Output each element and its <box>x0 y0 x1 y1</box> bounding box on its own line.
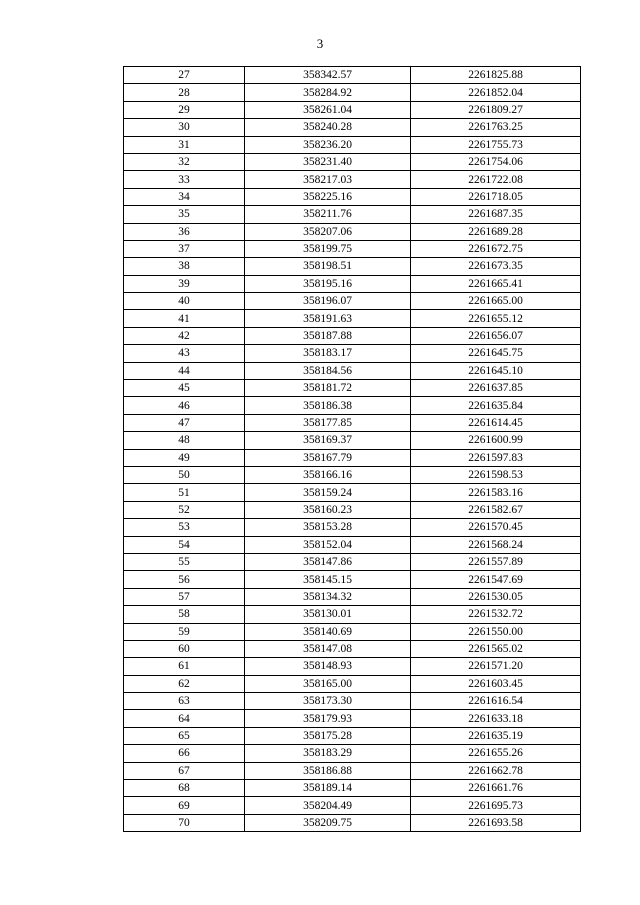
y-coordinate-cell: 2261645.75 <box>411 345 581 362</box>
y-coordinate-cell: 2261557.89 <box>411 553 581 570</box>
y-coordinate-cell: 2261655.12 <box>411 310 581 327</box>
point-number-cell: 33 <box>124 171 245 188</box>
x-coordinate-cell: 358183.17 <box>245 345 411 362</box>
table-row <box>124 797 581 814</box>
x-coordinate-cell: 358217.03 <box>245 171 411 188</box>
x-coordinate-cell: 358198.51 <box>245 258 411 275</box>
y-coordinate-cell: 2261687.35 <box>411 206 581 223</box>
y-coordinate-cell: 2261755.73 <box>411 136 581 153</box>
x-coordinate-cell: 358179.93 <box>245 710 411 727</box>
table-row <box>124 449 581 466</box>
y-coordinate-cell: 2261633.18 <box>411 710 581 727</box>
y-coordinate-cell: 2261754.06 <box>411 153 581 170</box>
y-coordinate-cell: 2261532.72 <box>411 606 581 623</box>
y-coordinate-cell: 2261655.26 <box>411 745 581 762</box>
table-row <box>124 171 581 188</box>
point-number-cell: 27 <box>124 67 245 84</box>
y-coordinate-cell: 2261665.00 <box>411 293 581 310</box>
x-coordinate-cell: 358191.63 <box>245 310 411 327</box>
table-row <box>124 345 581 362</box>
y-coordinate-cell: 2261645.10 <box>411 362 581 379</box>
table-row <box>124 745 581 762</box>
table-row <box>124 101 581 118</box>
table-row <box>124 501 581 518</box>
y-coordinate-cell: 2261568.24 <box>411 536 581 553</box>
x-coordinate-cell: 358186.88 <box>245 762 411 779</box>
point-number-cell: 56 <box>124 571 245 588</box>
point-number-cell: 38 <box>124 258 245 275</box>
x-coordinate-cell: 358165.00 <box>245 675 411 692</box>
y-coordinate-cell: 2261662.78 <box>411 762 581 779</box>
y-coordinate-cell: 2261598.53 <box>411 466 581 483</box>
y-coordinate-cell: 2261695.73 <box>411 797 581 814</box>
y-coordinate-cell: 2261661.76 <box>411 780 581 797</box>
y-coordinate-cell: 2261656.07 <box>411 327 581 344</box>
x-coordinate-cell: 358147.86 <box>245 553 411 570</box>
point-number-cell: 54 <box>124 536 245 553</box>
point-number-cell: 46 <box>124 397 245 414</box>
y-coordinate-cell: 2261597.83 <box>411 449 581 466</box>
point-number-cell: 50 <box>124 466 245 483</box>
y-coordinate-cell: 2261689.28 <box>411 223 581 240</box>
x-coordinate-cell: 358145.15 <box>245 571 411 588</box>
x-coordinate-cell: 358148.93 <box>245 658 411 675</box>
x-coordinate-cell: 358184.56 <box>245 362 411 379</box>
y-coordinate-cell: 2261614.45 <box>411 414 581 431</box>
point-number-cell: 53 <box>124 519 245 536</box>
y-coordinate-cell: 2261616.54 <box>411 693 581 710</box>
x-coordinate-cell: 358236.20 <box>245 136 411 153</box>
y-coordinate-cell: 2261571.20 <box>411 658 581 675</box>
table-row <box>124 675 581 692</box>
point-number-cell: 30 <box>124 119 245 136</box>
point-number-cell: 65 <box>124 727 245 744</box>
point-number-cell: 42 <box>124 327 245 344</box>
table-row <box>124 588 581 605</box>
point-number-cell: 69 <box>124 797 245 814</box>
point-number-cell: 49 <box>124 449 245 466</box>
x-coordinate-cell: 358209.75 <box>245 814 411 831</box>
table-row <box>124 727 581 744</box>
table-row <box>124 814 581 831</box>
point-number-cell: 29 <box>124 101 245 118</box>
table-row <box>124 310 581 327</box>
point-number-cell: 32 <box>124 153 245 170</box>
table-row <box>124 780 581 797</box>
point-number-cell: 51 <box>124 484 245 501</box>
y-coordinate-cell: 2261722.08 <box>411 171 581 188</box>
table-row <box>124 623 581 640</box>
y-coordinate-cell: 2261635.19 <box>411 727 581 744</box>
x-coordinate-cell: 358177.85 <box>245 414 411 431</box>
y-coordinate-cell: 2261583.16 <box>411 484 581 501</box>
point-number-cell: 37 <box>124 240 245 257</box>
table-row <box>124 380 581 397</box>
x-coordinate-cell: 358181.72 <box>245 380 411 397</box>
table-row <box>124 206 581 223</box>
table-row <box>124 710 581 727</box>
point-number-cell: 41 <box>124 310 245 327</box>
point-number-cell: 47 <box>124 414 245 431</box>
x-coordinate-cell: 358160.23 <box>245 501 411 518</box>
table-row <box>124 640 581 657</box>
x-coordinate-cell: 358147.08 <box>245 640 411 657</box>
x-coordinate-cell: 358261.04 <box>245 101 411 118</box>
table-row <box>124 571 581 588</box>
table-row <box>124 119 581 136</box>
y-coordinate-cell: 2261763.25 <box>411 119 581 136</box>
table-row <box>124 414 581 431</box>
coordinates-table <box>123 66 581 832</box>
point-number-cell: 36 <box>124 223 245 240</box>
table-row <box>124 275 581 292</box>
table-row <box>124 153 581 170</box>
x-coordinate-cell: 358196.07 <box>245 293 411 310</box>
coordinates-table-body <box>124 67 581 832</box>
x-coordinate-cell: 358189.14 <box>245 780 411 797</box>
x-coordinate-cell: 358167.79 <box>245 449 411 466</box>
x-coordinate-cell: 358342.57 <box>245 67 411 84</box>
x-coordinate-cell: 358240.28 <box>245 119 411 136</box>
point-number-cell: 66 <box>124 745 245 762</box>
y-coordinate-cell: 2261672.75 <box>411 240 581 257</box>
x-coordinate-cell: 358159.24 <box>245 484 411 501</box>
x-coordinate-cell: 358140.69 <box>245 623 411 640</box>
y-coordinate-cell: 2261673.35 <box>411 258 581 275</box>
table-row <box>124 67 581 84</box>
point-number-cell: 67 <box>124 762 245 779</box>
point-number-cell: 61 <box>124 658 245 675</box>
point-number-cell: 31 <box>124 136 245 153</box>
x-coordinate-cell: 358204.49 <box>245 797 411 814</box>
table-row <box>124 327 581 344</box>
x-coordinate-cell: 358134.32 <box>245 588 411 605</box>
table-row <box>124 606 581 623</box>
table-row <box>124 293 581 310</box>
point-number-cell: 60 <box>124 640 245 657</box>
x-coordinate-cell: 358173.30 <box>245 693 411 710</box>
x-coordinate-cell: 358207.06 <box>245 223 411 240</box>
table-row <box>124 362 581 379</box>
x-coordinate-cell: 358169.37 <box>245 432 411 449</box>
x-coordinate-cell: 358225.16 <box>245 188 411 205</box>
table-row <box>124 397 581 414</box>
x-coordinate-cell: 358130.01 <box>245 606 411 623</box>
x-coordinate-cell: 358199.75 <box>245 240 411 257</box>
y-coordinate-cell: 2261550.00 <box>411 623 581 640</box>
point-number-cell: 58 <box>124 606 245 623</box>
y-coordinate-cell: 2261565.02 <box>411 640 581 657</box>
table-row <box>124 519 581 536</box>
point-number-cell: 35 <box>124 206 245 223</box>
x-coordinate-cell: 358183.29 <box>245 745 411 762</box>
x-coordinate-cell: 358166.16 <box>245 466 411 483</box>
y-coordinate-cell: 2261825.88 <box>411 67 581 84</box>
point-number-cell: 63 <box>124 693 245 710</box>
point-number-cell: 28 <box>124 84 245 101</box>
point-number-cell: 43 <box>124 345 245 362</box>
table-row <box>124 258 581 275</box>
point-number-cell: 40 <box>124 293 245 310</box>
point-number-cell: 52 <box>124 501 245 518</box>
table-row <box>124 188 581 205</box>
page-number: 3 <box>316 36 324 51</box>
point-number-cell: 68 <box>124 780 245 797</box>
y-coordinate-cell: 2261809.27 <box>411 101 581 118</box>
y-coordinate-cell: 2261665.41 <box>411 275 581 292</box>
y-coordinate-cell: 2261718.05 <box>411 188 581 205</box>
point-number-cell: 70 <box>124 814 245 831</box>
x-coordinate-cell: 358211.76 <box>245 206 411 223</box>
y-coordinate-cell: 2261547.69 <box>411 571 581 588</box>
x-coordinate-cell: 358186.38 <box>245 397 411 414</box>
table-row <box>124 536 581 553</box>
table-row <box>124 84 581 101</box>
x-coordinate-cell: 358231.40 <box>245 153 411 170</box>
point-number-cell: 57 <box>124 588 245 605</box>
x-coordinate-cell: 358187.88 <box>245 327 411 344</box>
x-coordinate-cell: 358153.28 <box>245 519 411 536</box>
table-row <box>124 223 581 240</box>
y-coordinate-cell: 2261637.85 <box>411 380 581 397</box>
point-number-cell: 44 <box>124 362 245 379</box>
table-row <box>124 693 581 710</box>
table-row <box>124 432 581 449</box>
table-row <box>124 484 581 501</box>
x-coordinate-cell: 358152.04 <box>245 536 411 553</box>
y-coordinate-cell: 2261693.58 <box>411 814 581 831</box>
y-coordinate-cell: 2261600.99 <box>411 432 581 449</box>
y-coordinate-cell: 2261530.05 <box>411 588 581 605</box>
y-coordinate-cell: 2261852.04 <box>411 84 581 101</box>
table-row <box>124 466 581 483</box>
y-coordinate-cell: 2261582.67 <box>411 501 581 518</box>
point-number-cell: 62 <box>124 675 245 692</box>
point-number-cell: 55 <box>124 553 245 570</box>
point-number-cell: 39 <box>124 275 245 292</box>
table-row <box>124 658 581 675</box>
table-row <box>124 136 581 153</box>
point-number-cell: 59 <box>124 623 245 640</box>
point-number-cell: 45 <box>124 380 245 397</box>
y-coordinate-cell: 2261570.45 <box>411 519 581 536</box>
y-coordinate-cell: 2261635.84 <box>411 397 581 414</box>
table-row <box>124 553 581 570</box>
x-coordinate-cell: 358175.28 <box>245 727 411 744</box>
point-number-cell: 48 <box>124 432 245 449</box>
table-row <box>124 762 581 779</box>
point-number-cell: 64 <box>124 710 245 727</box>
y-coordinate-cell: 2261603.45 <box>411 675 581 692</box>
point-number-cell: 34 <box>124 188 245 205</box>
x-coordinate-cell: 358284.92 <box>245 84 411 101</box>
table-row <box>124 240 581 257</box>
x-coordinate-cell: 358195.16 <box>245 275 411 292</box>
